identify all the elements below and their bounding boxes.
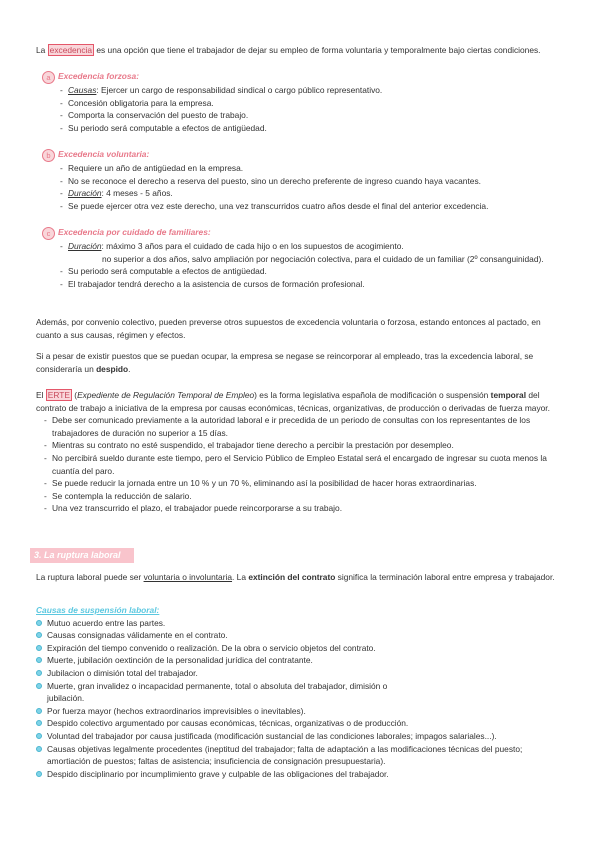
bullet-icon xyxy=(36,733,42,739)
list-item: Muerte, jubilación oextinción de la personalidad jurídica del contratante. xyxy=(36,654,566,667)
bullet-icon xyxy=(36,657,42,663)
section-causas xyxy=(36,604,566,780)
list-item: Voluntad del trabajador por causa justificada (modificación sustancial de las condiciones laborales; impagos salariales...). xyxy=(36,730,566,743)
section-heading-ruptura: 3. La ruptura laboral xyxy=(30,548,134,563)
list-item: - No percibirá sueldo durante este tiempo, pero el Servicio Público de Empleo Estatal será el encargado de ingresar su cuota menos la cuantía del paro. xyxy=(44,452,566,477)
forzosa-title: Excedencia forzosa: xyxy=(58,71,139,81)
list-item: Mutuo acuerdo entre las partes. xyxy=(36,617,566,630)
list-item: - El trabajador tendrá derecho a la asistencia de cursos de formación profesional. xyxy=(60,278,560,291)
list-item: - Debe ser comunicado previamente a la autoridad laboral e ir precedida de un periodo de consultas con los representantes de los trabajadores de duración no superior a 15 días. xyxy=(44,414,566,439)
highlight-erte: ERTE xyxy=(47,390,70,400)
bullet-icon xyxy=(36,645,42,651)
list-item: - Su periodo será computable a efectos de antigüedad. xyxy=(60,265,560,278)
list-item: Causas consignadas válidamente en el contrato. xyxy=(36,629,566,642)
despido-paragraph: Si a pesar de existir puestos que se puedan ocupar, la empresa se negase se reincorporar al empleado, tras la excedencia laboral, se consideraría un despido. xyxy=(36,351,534,374)
list-item: - Su periodo será computable a efectos de antigüedad. xyxy=(60,122,566,135)
list-item: Despido disciplinario por incumplimiento grave y culpable de las obligaciones del trabajador. xyxy=(36,768,566,781)
voluntaria-title: Excedencia voluntaria: xyxy=(58,149,150,159)
erte-list xyxy=(44,414,566,515)
familiares-list xyxy=(60,240,560,290)
voluntaria-list xyxy=(60,162,566,212)
list-item: - Se puede ejercer otra vez este derecho, una vez transcurridos cuatro años desde el final del anterior excedencia. xyxy=(60,200,566,213)
list-item: - Requiere un año de antigüedad en la empresa. xyxy=(60,162,566,175)
ruptura-intro: La ruptura laboral puede ser voluntaria o involuntaria. La extinción del contrato significa la terminación laboral entre empresa y trabajador. xyxy=(36,572,555,582)
causes-list xyxy=(36,617,566,781)
list-item: - Concesión obligatoria para la empresa. xyxy=(60,97,566,110)
bullet-icon xyxy=(36,670,42,676)
list-item: Por fuerza mayor (hechos extraordinarios imprevisibles o inevitables). xyxy=(36,705,566,718)
list-item: - Causas: Ejercer un cargo de responsabilidad sindical o cargo público representativo. xyxy=(60,84,566,97)
convenio-paragraph: Además, por convenio colectivo, pueden preverse otros supuestos de excedencia voluntaria o forzosa, estando entonces al pactado, en cuanto a sus causas, régimen y efectos. xyxy=(36,317,541,340)
list-item: - Comporta la conservación del puesto de trabajo. xyxy=(60,109,566,122)
bullet-icon xyxy=(36,720,42,726)
highlight-excedencia: excedencia xyxy=(49,45,93,55)
list-item: Causas objetivas legalmente procedentes (ineptitud del trabajador; falta de adaptación a las modificaciones técnicas del puesto; amortiación de puestos; faltas de asistencia; insuficiencia de consignación presupuestaria). xyxy=(36,743,566,768)
list-item: - Mientras su contrato no esté suspendido, el trabajador tiene derecho a percibir la prestación por desempleo. xyxy=(44,439,566,452)
list-item: - Se puede reducir la jornada entre un 10 % y un 70 %, eliminando así la posibilidad de hacer horas extraordinarias. xyxy=(44,477,566,490)
intro-paragraph xyxy=(36,44,566,57)
list-item: - Duración: 4 meses - 5 años. xyxy=(60,187,566,200)
section-voluntaria xyxy=(36,148,566,212)
intro-text-pre: La xyxy=(36,45,48,55)
bullet-icon xyxy=(36,746,42,752)
list-item: Expiración del tiempo convenido o realización. De la obra o servicio objetos del contrato. xyxy=(36,642,566,655)
list-item: - Se contempla la reducción de salario. xyxy=(44,490,566,503)
familiares-title: Excedencia por cuidado de familiares: xyxy=(58,227,211,237)
letter-a-badge: a xyxy=(42,71,55,84)
bullet-icon xyxy=(36,771,42,777)
bullet-icon xyxy=(36,632,42,638)
bullet-icon xyxy=(36,683,42,689)
list-item: Muerte, gran invalidez o incapacidad permanente, total o absoluta del trabajador, dimisión o jubilación. xyxy=(36,680,407,705)
section-erte xyxy=(36,389,566,515)
intro-text-post: es una opción que tiene el trabajador de dejar su empleo de forma voluntaria y temporalmente bajo ciertas condiciones. xyxy=(94,45,541,55)
letter-b-badge: b xyxy=(42,149,55,162)
forzosa-list xyxy=(60,84,566,134)
list-item: - No se reconoce el derecho a reserva del puesto, sino un derecho preferente de ingreso cuando haya vacantes. xyxy=(60,175,566,188)
letter-c-badge: c xyxy=(42,227,55,240)
section-familiares xyxy=(36,226,566,290)
bullet-icon xyxy=(36,708,42,714)
list-item: - Una vez transcurrido el plazo, el trabajador puede reincorporarse a su trabajo. xyxy=(44,502,566,515)
bullet-icon xyxy=(36,620,42,626)
causes-title: Causas de suspensión laboral: xyxy=(36,605,160,615)
list-item: - Duración: máximo 3 años para el cuidado de cada hijo o en los supuestos de acogimiento. no superior a dos años, salvo ampliación por negociación colectiva, para el cuidado de un familiar (2º consanguinidad). xyxy=(60,240,560,265)
list-item: Despido colectivo argumentado por causas económicas, técnicas, organizativas o de producción. xyxy=(36,717,566,730)
section-forzosa xyxy=(36,70,566,134)
erte-paragraph: El ERTE (Expediente de Regulación Temporal de Empleo) es la forma legislativa española de modificación o suspensión temporal del contrato de trabajo a iniciativa de la empresa por causas económicas, técnicas, organizativas, de producción o derivadas de fuerza mayor. xyxy=(36,390,550,413)
list-item: Jubilacion o dimisión total del trabajador. xyxy=(36,667,566,680)
